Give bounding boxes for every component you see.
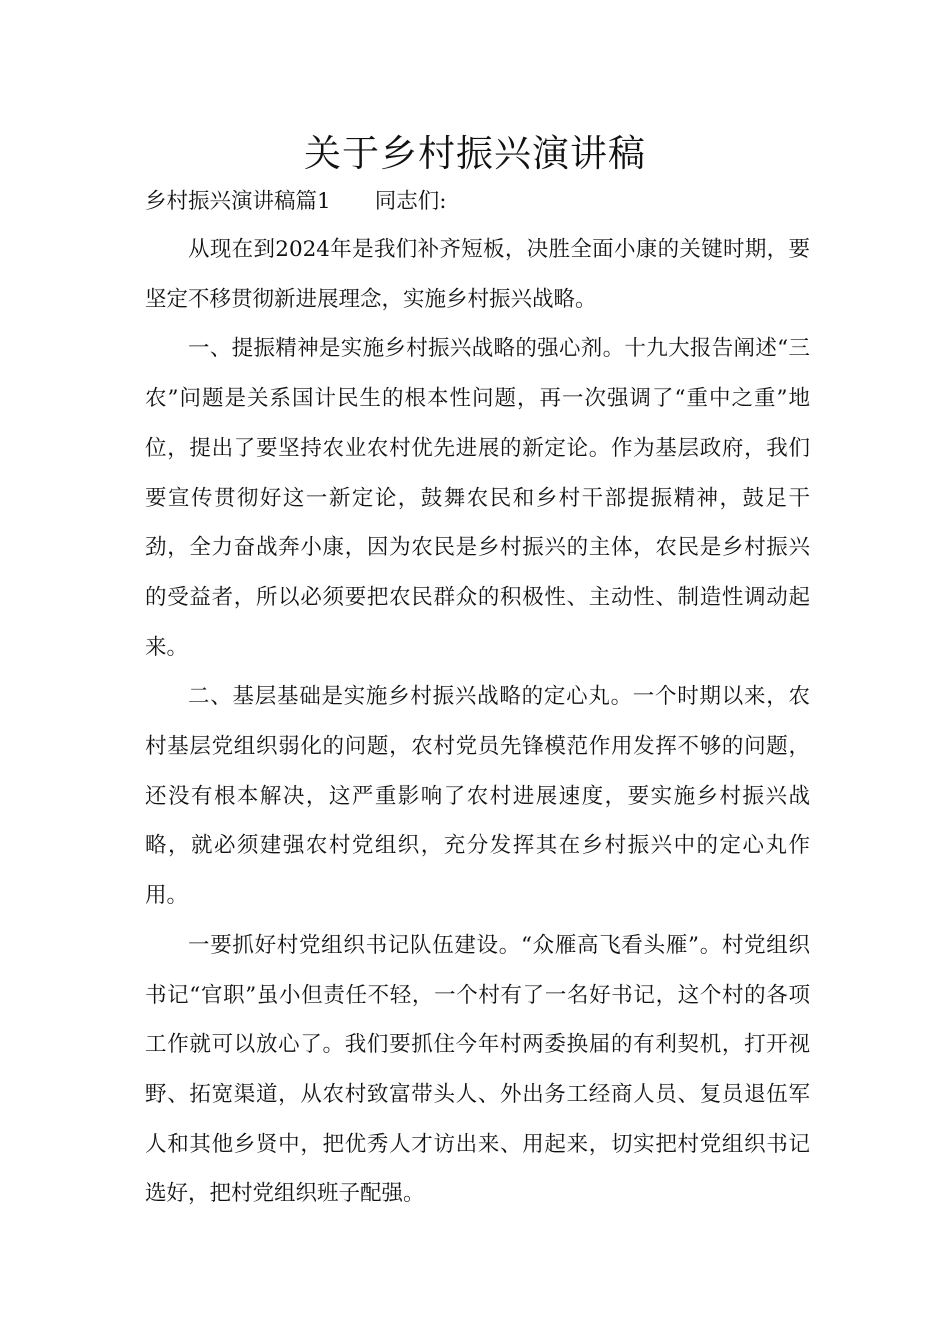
paragraph-sub-point-one: 一要抓好村党组织书记队伍建设。“众雁高飞看头雁”。村党组织书记“官职”虽小但责任不轻，一个村有了一名好书记，这个村的各项工作就可以放心了。我们要抓住今年村两委换届的有利契机，打开视野、拓宽渠道，从农村致富带头人、外出务工经商人员、复员退伍军人和其他乡贤中，把优秀人才访出来、用起来，切实把村党组织书记选好，把村党组织班子配强。 [145, 932, 810, 1207]
section-label: 乡村振兴演讲稿篇1 [145, 189, 331, 214]
salutation: 同志们: [374, 189, 447, 214]
paragraph-intro: 从现在到2024年是我们补齐短板，决胜全面小康的关键时期，要坚定不移贯彻新进展理念，实施乡村振兴战略。 [145, 237, 810, 312]
document-body [145, 181, 810, 1219]
section-heading [145, 181, 810, 225]
document-title: 关于乡村振兴演讲稿 [304, 132, 646, 175]
paragraph-point-one: 一、提振精神是实施乡村振兴战略的强心剂。十九大报告阐述“三农”问题是关系国计民生的根本性问题，再一次强调了“重中之重”地位，提出了要坚持农业农村优先进展的新定论。作为基层政府，我们要宣传贯彻好这一新定论，鼓舞农民和乡村干部提振精神，鼓足干劲，全力奋战奔小康，因为农民是乡村振兴的主体，农民是乡村振兴的受益者，所以必须要把农民群众的积极性、主动性、制造性调动起来。 [145, 336, 810, 660]
paragraph-point-two: 二、基层基础是实施乡村振兴战略的定心丸。一个时期以来，农村基层党组织弱化的问题，农村党员先锋模范作用发挥不够的问题，还没有根本解决，这严重影响了农村进展速度，要实施乡村振兴战略，就必须建强农村党组织，充分发挥其在乡村振兴中的定心丸作用。 [145, 684, 810, 909]
